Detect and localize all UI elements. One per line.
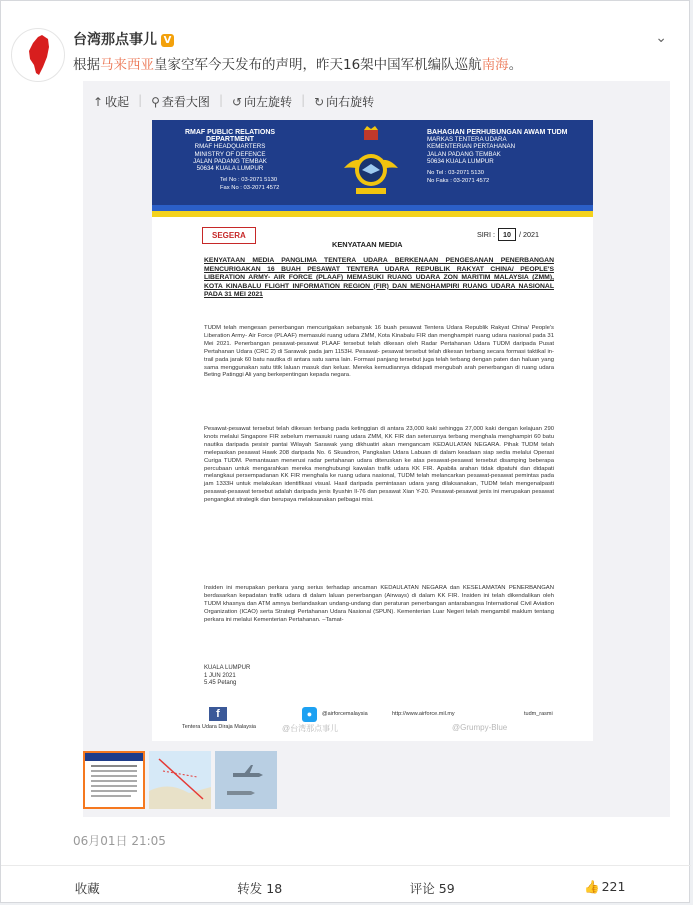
footer-web-label: http://www.airforce.mil.my bbox=[392, 711, 455, 717]
thumbnail-map[interactable] bbox=[149, 751, 211, 809]
avatar[interactable] bbox=[11, 28, 65, 82]
favorite-button[interactable]: 收藏 bbox=[74, 881, 100, 896]
topic-link-malaysia[interactable]: 马来西亚 bbox=[100, 57, 154, 73]
paragraph-3: Insiden ini merupakan perkara yang serius terhadap ancaman KEDAULATAN NEGARA dan KESELAMATAN PENERBANGAN berdasarkan kepadatan trafik udara di dalam laluan penerbangan (Airways) di dalam KK FIR. Insiden ini telah dikendalikan oleh TUDM khasnya dan ATM amnya berlandaskan undang-undang dan peraturan penerbangan antarabangsa International Civil Aviation Organization (ICAO) serta Strategi Pertahanan Udara Nasional (SPUN). Kementerian Luar Negeri telah mengambil maklum tentang perkara ini melalui Kementerian Pertahanan. –Tamat- bbox=[204, 585, 554, 623]
rotate-left-button[interactable]: ↺ 向左旋转 bbox=[231, 95, 293, 109]
magnifier-icon: ⚲ bbox=[151, 95, 160, 109]
like-button[interactable]: 👍 221 bbox=[584, 879, 626, 894]
thumbs-up-icon: 👍 bbox=[584, 879, 600, 894]
press-release-document[interactable] bbox=[152, 120, 593, 741]
paragraph-1: TUDM telah mengesan penerbangan mencurigakan sebanyak 16 buah pesawat Tentera Udara Republik Rakyat China/ People's Liberation Army- Air Force (PLAAF) memasuki ruang udara ZMM, Kota Kinabalu FIR dan menghampiri ruang udara nasional pada 31 Mei 2021. Penerbangan pesawat-pesawat PLAAF tersebut telah dikesan oleh Radar Pertahanan Udara TUDM daripada Pusat Pertahanan Udara (CRC 2) di Sarawak pada jam 1153H. Pesawat- pesawat tersebut telah dikesan terbang secara formasi taktikal in-trail pada jarak 60 batu nautika di antara satu sama lain. Formasi panjang tersebut juga telah terbang dengan paten dan haluan yang sama menggunakan satu titik laluan masuk dan keluar. Mereka kemudiannya didapati mengubah arah penerbangan di ruang udara Beting Patinggi Ali yang berkepentingan kepada negara. bbox=[204, 325, 554, 379]
paragraph-2: Pesawat-pesawat tersebut telah dikesan terbang pada ketinggian di antara 23,000 kaki sehingga 27,000 kaki dengan kelajuan 290 knots melalui Singapore FIR sebelum memasuki ruang udara ZMM, KK FIR dan seterusnya terbang menghala menghampiri 60 batu nautika daripada pesisir pantai Wilayah Sarawak yang dikhuatiri akan mengancam KEDAULATAN NEGARA. Pihak TUDM telah melepaskan pesawat Hawk 208 daripada No. 6 Skuadron, Pangkalan Udara Labuan di dalam keadaan siap sedia melalui Operasi Curiga TUDM. Pemantauan menerusi radar pertahanan udara diteruskan ke atas pesawat-pesawat tersebut disamping beberapa percubaan untuk mengarahkan mereka menghubungi kawalan trafik udara KK FIR. Apabila arahan tidak dipatuhi dan didapati melangkaui persempadanan KK FIR menghala ke ruang udara nasional, TUDM telah melancarkan pesawat-pesawat pemintas pada jam 1333H untuk melakukan identifikasi visual. Hasil daripada pemintasan udara yang dilaksanakan, TUDM telah mengenalpasti pesawat-pesawat tersebut adalah daripada jenis Ilyushin Il-76 dan pesawat Xian Y-20. Pesawat-pesawat jenis ini merupakan pesawat pengangkut strategik dan berupaya melaksanakan pelbagai misi. bbox=[204, 426, 554, 504]
view-large-button[interactable]: ⚲ 查看大图 bbox=[151, 95, 210, 109]
rotate-right-icon: ↻ bbox=[314, 95, 325, 109]
rmaf-crest-icon bbox=[342, 126, 400, 200]
footer-instagram-label: tudm_rasmi bbox=[524, 711, 553, 717]
thumbnail-aircraft[interactable] bbox=[215, 751, 277, 809]
document-footer bbox=[182, 707, 582, 737]
media-toolbar: ↑ 收起 | ⚲ 查看大图 | ↺ 向左旋转 | ↻ 向右旋转 bbox=[93, 93, 375, 109]
action-divider bbox=[1, 865, 691, 866]
action-bar bbox=[1, 879, 691, 897]
username[interactable]: 台湾那点事儿 V bbox=[73, 29, 174, 49]
letterhead-left: RMAF PUBLIC RELATIONS DEPARTMENT RMAF HEADQUARTERS MINISTRY OF DEFENCE JALAN PADANG TEMBAK 50634 KUALA LUMPUR Tel No : 03-2071 5130 Fax No : 03-2071 4572 bbox=[184, 129, 280, 192]
rotate-left-icon: ↺ bbox=[231, 95, 243, 109]
watermark-1: @台湾那点事儿 bbox=[282, 724, 339, 733]
topic-link-south-sea[interactable]: 南海 bbox=[481, 57, 509, 73]
collapse-icon: ↑ bbox=[93, 95, 104, 109]
post-text: 根据马来西亚皇家空军今天发布的声明，昨天16架中国军机编队巡航南海。 bbox=[73, 57, 523, 73]
footer-facebook-label: Tentera Udara Diraja Malaysia bbox=[182, 724, 256, 730]
collapse-button[interactable]: ↑ 收起 bbox=[93, 95, 130, 109]
taiwan-map-icon bbox=[12, 29, 64, 81]
verified-badge-icon: V bbox=[161, 34, 174, 47]
document-headline: KENYATAAN MEDIA PANGLIMA TENTERA UDARA BERKENAAN PENGESANAN PENERBANGAN MENCURIGAKAN 16 BUAH PESAWAT TENTERA UDARA REPUBLIK RAKYAT CHINA/ PEOPLE'S LIBERATION ARMY- AIR FORCE (PLAAF) MEMASUKI RUANG UDARA ZON MARITIM MALAYSIA (ZMM), KOTA KINABALU FLIGHT INFORMATION REGION (FIR) DAN MENGHAMPIRI RUANG UDARA NASIONAL PADA 31 MEI 2021 bbox=[204, 257, 554, 299]
comment-button[interactable]: 评论 59 bbox=[409, 881, 455, 896]
urgent-stamp: SEGERA bbox=[202, 227, 256, 244]
watermark-2: @Grumpy-Blue bbox=[452, 723, 508, 732]
repost-button[interactable]: 转发 18 bbox=[237, 881, 283, 896]
chevron-down-icon[interactable]: ⌄ bbox=[655, 30, 667, 46]
footer-twitter-label: @airforcemalaysia bbox=[322, 711, 368, 717]
thumbnail-document[interactable] bbox=[83, 751, 145, 809]
post-timestamp[interactable]: 06月01日 21:05 bbox=[73, 834, 166, 848]
document-letterhead bbox=[152, 120, 593, 205]
twitter-icon: ● bbox=[302, 707, 317, 722]
facebook-icon: f bbox=[209, 707, 227, 721]
letterhead-right: BAHAGIAN PERHUBUNGAN AWAM TUDM MARKAS TENTERA UDARA KEMENTERIAN PERTAHANAN JALAN PADANG TEMBAK 50634 KUALA LUMPUR No Tel : 03-2071 5130 No Faks : 03-2071 4572 bbox=[427, 129, 568, 185]
media-viewer bbox=[83, 81, 670, 817]
serial-number: SIRI : 10 / 2021 bbox=[477, 230, 539, 239]
thumbnail-strip bbox=[83, 751, 281, 809]
document-title: KENYATAAN MEDIA bbox=[332, 240, 403, 249]
rotate-right-button[interactable]: ↻ 向右旋转 bbox=[314, 95, 375, 109]
stripe-yellow bbox=[152, 211, 593, 217]
document-signoff: KUALA LUMPUR 1 JUN 2021 5.45 Petang bbox=[204, 665, 251, 686]
